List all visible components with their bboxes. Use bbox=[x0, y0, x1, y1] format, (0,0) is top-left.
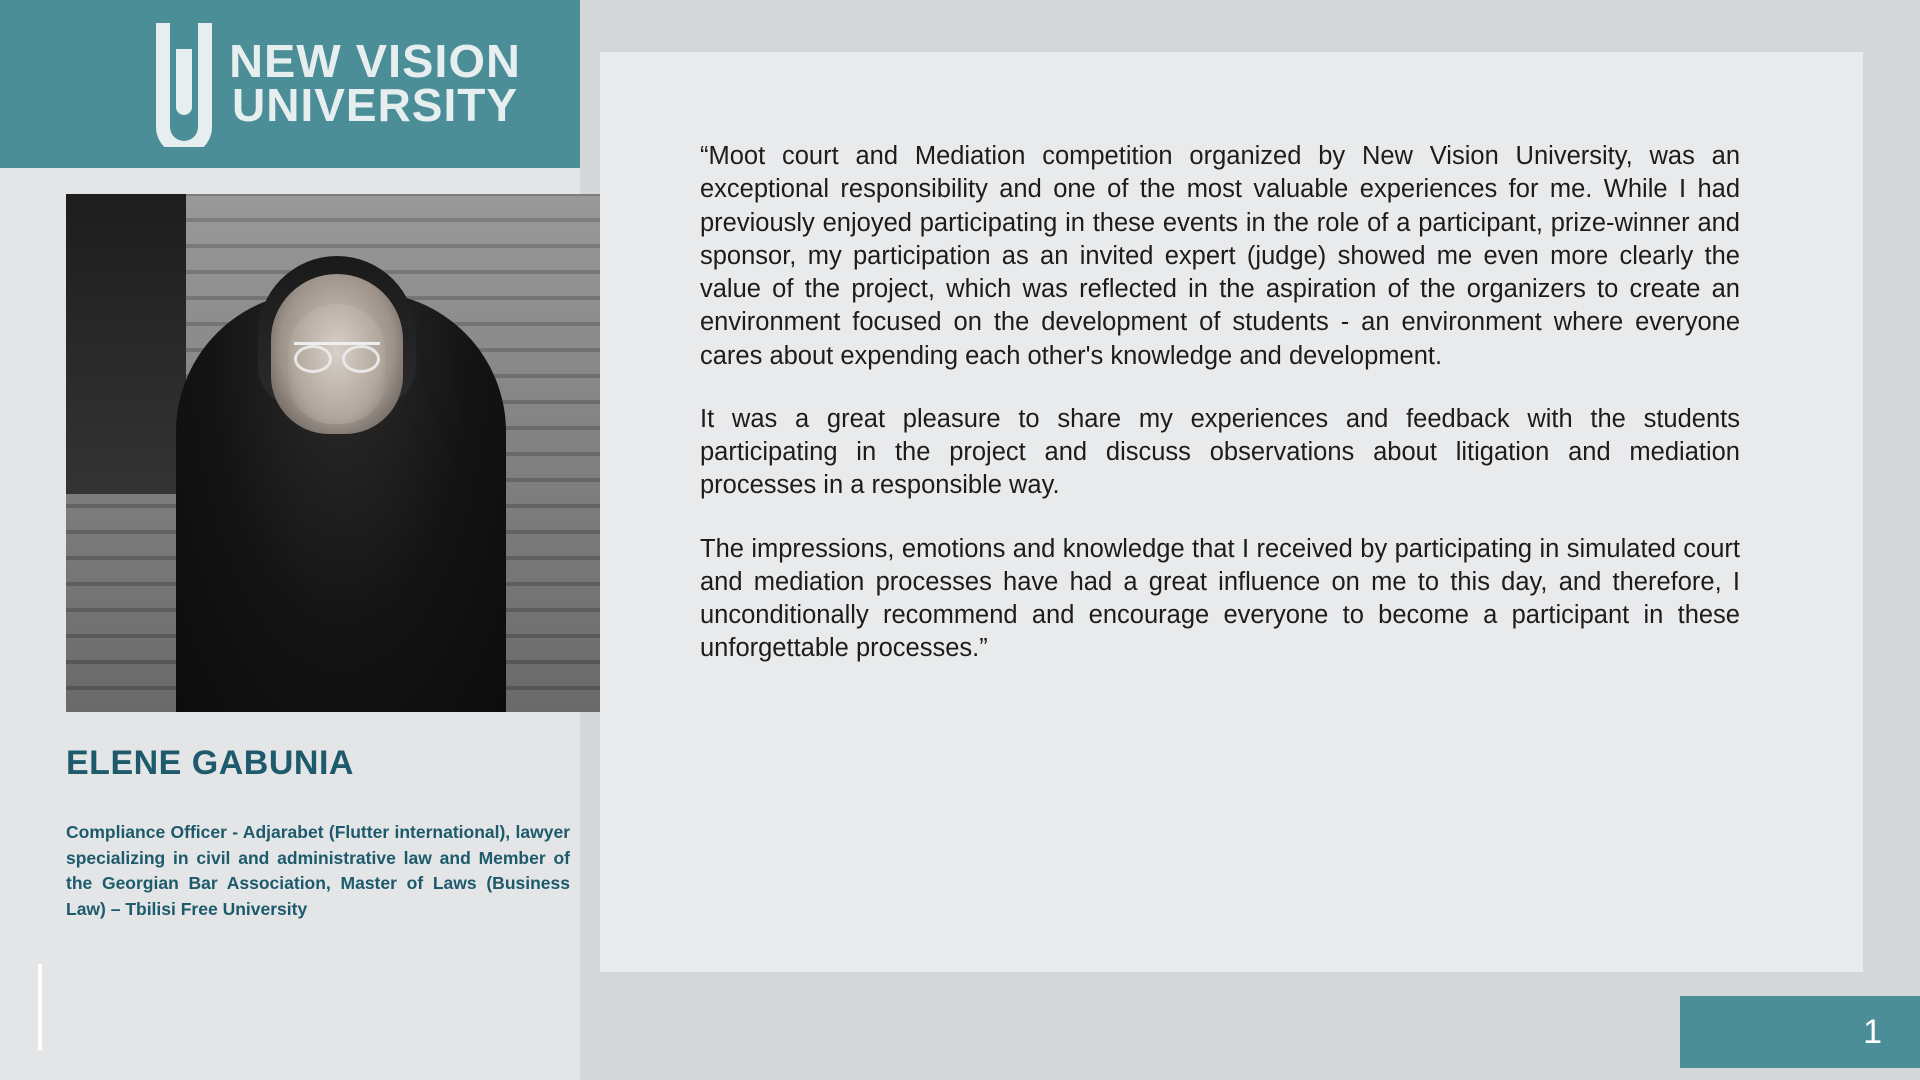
left-column bbox=[0, 0, 580, 1080]
accent-divider bbox=[38, 964, 42, 1050]
quote-paragraph: The impressions, emotions and knowledge that I received by participating in simulated court and mediation processes have had a great influence on me to this day, and therefore, I unconditionally recommend and encourage everyone to become a participant in these unforgettable processes.” bbox=[700, 534, 1740, 663]
quote-paragraph: It was a great pleasure to share my experiences and feedback with the students participating in the project and discuss observations about litigation and mediation processes in a responsible way. bbox=[700, 404, 1740, 500]
quote-text-block bbox=[700, 140, 1740, 666]
page-number-badge bbox=[1680, 996, 1920, 1068]
brand-logo bbox=[150, 18, 521, 148]
speaker-bio: Compliance Officer - Adjarabet (Flutter international), lawyer specializing in civil and administrative law and Member of the Georgian Bar Association, Master of Laws (Business Law) – Tbilisi Free University bbox=[66, 822, 570, 920]
photo-dark-area bbox=[66, 194, 186, 494]
photo-glasses bbox=[294, 342, 380, 367]
brand-wordmark bbox=[229, 34, 521, 131]
new-vision-university-logo-icon bbox=[150, 19, 218, 147]
quote-paragraph: “Moot court and Mediation competition organized by New Vision University, was an exceptional responsibility and one of the most valuable experiences for me. While I had previously enjoyed participating in these events in the role of a participant, prize-winner and sponsor, my participation as an invited expert (judge) showed me even more clearly the value of the project, which was reflected in the aspiration of the organizers to create an environment focused on the development of students - an environment where everyone cares about expending each other's knowledge and development. bbox=[700, 142, 1740, 370]
page-number: 1 bbox=[1863, 1012, 1882, 1051]
speaker-photo bbox=[66, 194, 660, 712]
quote-panel bbox=[600, 52, 1863, 972]
speaker-name: ELENE GABUNIA bbox=[66, 744, 354, 782]
brand-wordmark-line-1: NEW VISION bbox=[229, 34, 521, 87]
brand-wordmark-line-2: UNIVERSITY bbox=[232, 79, 519, 131]
